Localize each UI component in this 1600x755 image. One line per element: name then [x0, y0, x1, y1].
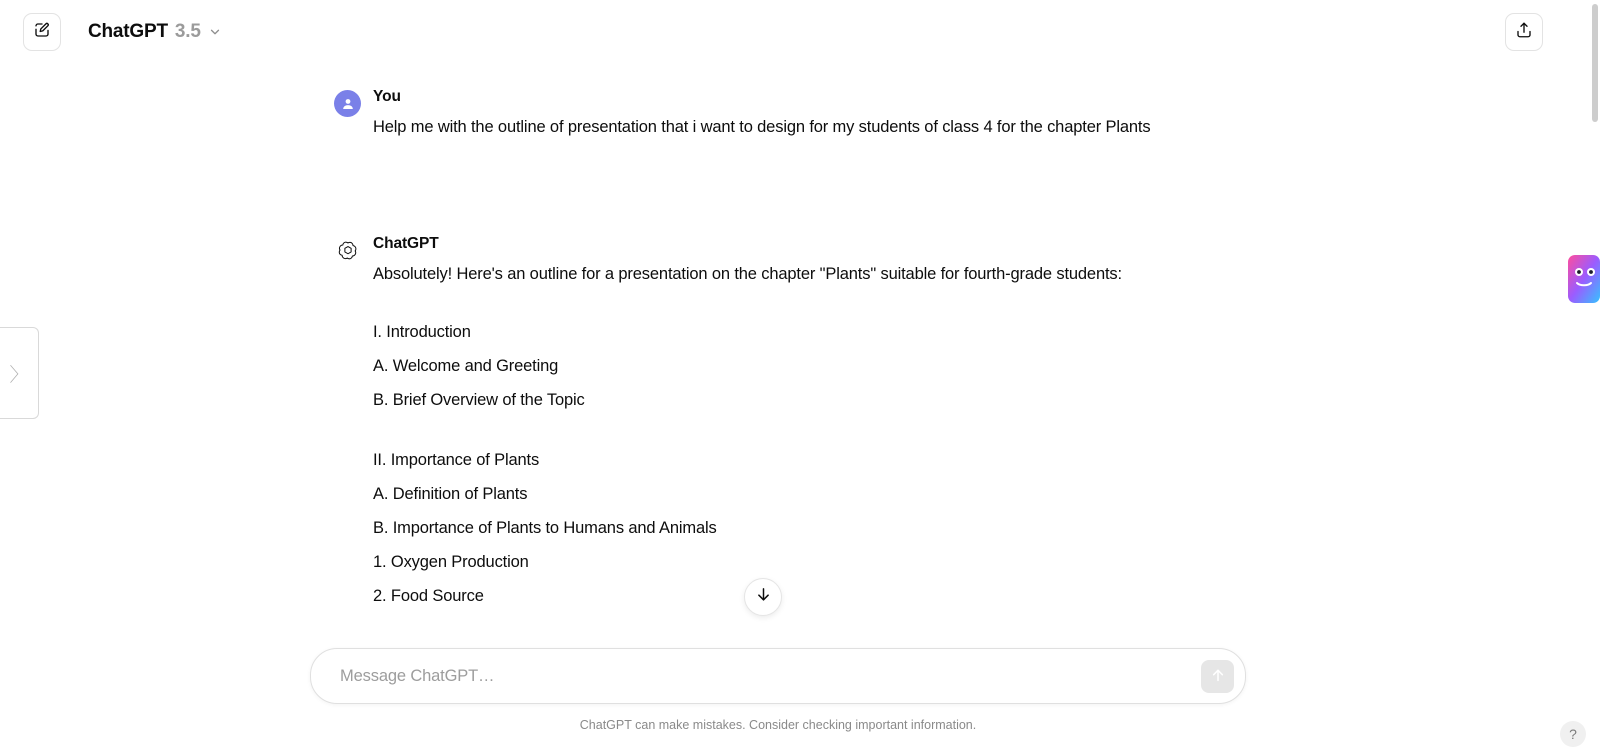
outline-line: 1. Oxygen Production [373, 553, 529, 571]
outline-line: 2. Food Source [373, 587, 484, 605]
sidebar-chevron-icon: 〉 [9, 364, 29, 386]
mascot-widget[interactable] [1568, 255, 1600, 303]
outline-line: B. Brief Overview of the Topic [373, 391, 585, 409]
composer-area [310, 648, 1246, 704]
arrow-up-icon [1210, 667, 1226, 686]
conversation-thread [0, 66, 1560, 641]
message-author: ChatGPT [373, 235, 439, 252]
outline-group [373, 315, 1122, 417]
model-version: 3.5 [174, 21, 201, 42]
scrollbar-thumb[interactable] [1592, 4, 1598, 122]
message-input[interactable] [311, 649, 1245, 703]
composer[interactable] [310, 648, 1246, 704]
message-assistant [334, 234, 1214, 639]
outline-line: II. Importance of Plants [373, 451, 540, 469]
model-name: ChatGPT [88, 21, 168, 42]
new-chat-button[interactable] [23, 13, 61, 51]
message-text: Absolutely! Here's an outline for a presentation on the chapter "Plants" suitable for fourth-grade students: [373, 265, 1122, 283]
message-user [334, 87, 1214, 142]
help-button[interactable] [1560, 721, 1586, 747]
message-body [373, 87, 1150, 142]
share-button[interactable] [1505, 13, 1543, 51]
send-button[interactable] [1201, 660, 1234, 693]
top-bar [0, 0, 1600, 66]
user-avatar [334, 90, 361, 117]
share-export-icon [1515, 21, 1533, 44]
pencil-square-icon [33, 21, 51, 44]
chevron-down-icon [208, 25, 222, 39]
help-question-icon: ? [1569, 726, 1577, 742]
message-body [373, 234, 1122, 639]
scroll-to-bottom-button[interactable] [744, 578, 782, 616]
page-scrollbar[interactable] [1589, 0, 1600, 755]
model-switcher[interactable] [86, 17, 230, 47]
outline-line: A. Welcome and Greeting [373, 357, 559, 375]
openai-logo-icon [334, 237, 361, 264]
outline-line: A. Definition of Plants [373, 485, 528, 503]
message-author: You [373, 88, 401, 105]
disclaimer-text: ChatGPT can make mistakes. Consider checking important information. [579, 718, 977, 732]
message-text: Help me with the outline of presentation that i want to design for my students of class 4 for the chapter Plants [373, 118, 1151, 136]
outline-block [373, 315, 1122, 613]
arrow-down-icon [755, 586, 772, 608]
outline-line: I. Introduction [373, 323, 471, 341]
outline-line: B. Importance of Plants to Humans and Animals [373, 519, 717, 537]
